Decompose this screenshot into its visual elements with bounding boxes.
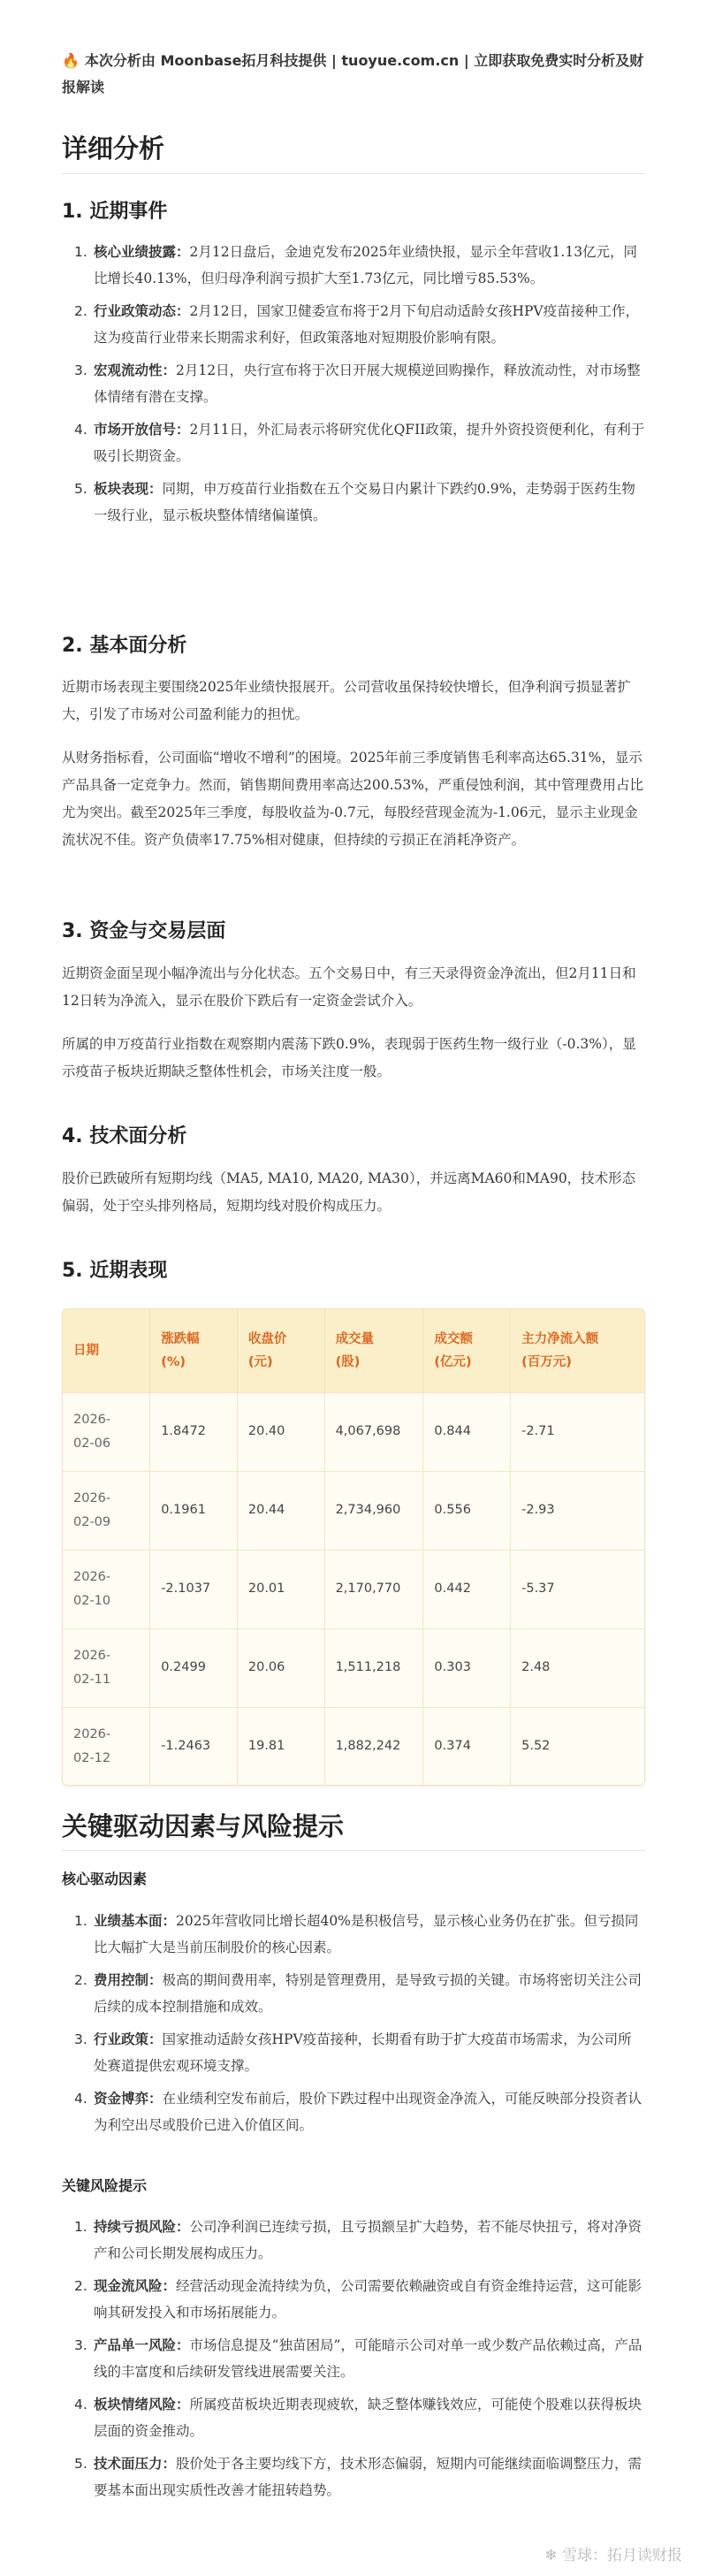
- risk-item: [62, 2214, 645, 2267]
- date-cell: 2026- 02-12: [63, 1707, 150, 1786]
- table-cell: 20.40: [237, 1392, 324, 1471]
- risks-list: [62, 2214, 645, 2510]
- list-label: 宏观流动性：: [94, 362, 177, 378]
- date-cell: 2026- 02-06: [63, 1392, 150, 1471]
- events-heading: 1. 近期事件: [62, 201, 168, 223]
- list-label: 产品单一风险：: [94, 2337, 190, 2353]
- technical-heading: 4. 技术面分析: [62, 1125, 187, 1147]
- table-cell: 0.442: [423, 1550, 511, 1628]
- table-cell: 0.2499: [150, 1628, 238, 1707]
- capital-paragraph-2: 所属的申万疫苗行业指数在观察期内震荡下跌0.9%，表现弱于医药生物一级行业（-0.3%），显示疫苗子板块近期缺乏整体性机会，市场关注度一般。: [62, 1036, 636, 1079]
- date-cell: 2026- 02-11: [63, 1628, 150, 1707]
- table-row: [63, 1471, 644, 1550]
- list-number: 4.: [74, 2091, 87, 2107]
- fundamentals-paragraph-2: 从财务指标看，公司面临“增收不增利”的困境。2025年前三季度销售毛利率高达65.31%，显示产品具备一定竞争力。然而，销售期间费用率高达200.53%，严重侵蚀利润，其中管理费用占比尤为突出。截至2025年三季度，每股收益为-0.7元，每股经营现金流为-1.06元，显示主业现金流状况不佳。资产负债率17.75%相对健康，但持续的亏损正在消耗净资产。: [62, 750, 643, 848]
- list-text: 2月12日，国家卫健委宣布将于2月下旬启动适龄女孩HPV疫苗接种工作，这为疫苗行业带来长期需求利好，但政策落地对短期股价影响有限。: [94, 303, 640, 346]
- list-label: 板块情绪风险：: [94, 2397, 190, 2412]
- column-header: 日期: [63, 1309, 150, 1392]
- table-cell: -5.37: [511, 1550, 644, 1628]
- list-label: 持续亏损风险：: [94, 2219, 190, 2235]
- list-number: 5.: [74, 2456, 87, 2472]
- watermark: [544, 2542, 682, 2565]
- table-row: [63, 1628, 644, 1707]
- driver-item: [62, 2085, 645, 2138]
- list-number: 2.: [74, 1972, 87, 1988]
- list-text: 极高的期间费用率，特别是管理费用，是导致亏损的关键。市场将密切关注公司后续的成本控制措施和成效。: [94, 1972, 642, 2015]
- event-item: [62, 298, 645, 351]
- list-text: 经营活动现金流持续为负，公司需要依赖融资或自有资金维持运营，这可能影响其研发投入和市场拓展能力。: [94, 2278, 642, 2321]
- performance-table: [62, 1308, 645, 1786]
- table-cell: 19.81: [237, 1707, 324, 1786]
- list-label: 业绩基本面：: [94, 1913, 177, 1929]
- table-row: [63, 1550, 644, 1628]
- fundamentals-paragraph-1: 近期市场表现主要围绕2025年业绩快报展开。公司营收虽保持较快增长，但净利润亏损显著扩大，引发了市场对公司盈利能力的担忧。: [62, 679, 631, 722]
- list-text: 同期，申万疫苗行业指数在五个交易日内累计下跌约0.9%，走势弱于医药生物一级行业，显示板块整体情绪偏谨慎。: [94, 481, 635, 523]
- events-list: [62, 239, 645, 535]
- list-number: 3.: [74, 2031, 87, 2047]
- list-label: 市场开放信号：: [94, 422, 190, 438]
- table-header-row: [63, 1309, 644, 1392]
- detail-title: 详细分析: [62, 133, 165, 164]
- list-label: 核心业绩披露：: [94, 244, 190, 260]
- table-cell: 0.374: [423, 1707, 511, 1786]
- table-cell: 20.44: [237, 1471, 324, 1550]
- table-cell: 4,067,698: [324, 1392, 423, 1471]
- list-text: 股价处于各主要均线下方，技术形态偏弱，短期内可能继续面临调整压力，需要基本面出现实质性改善才能扭转趋势。: [94, 2456, 642, 2498]
- table-cell: 0.556: [423, 1471, 511, 1550]
- list-text: 国家推动适龄女孩HPV疫苗接种，长期看有助于扩大疫苗市场需求，为公司所处赛道提供宏观环境支撑。: [94, 2031, 632, 2074]
- risks-heading: 关键风险提示: [62, 2177, 148, 2194]
- table-cell: -2.1037: [150, 1550, 238, 1628]
- driver-item: [62, 2026, 645, 2079]
- fire-icon: 🔥: [62, 52, 80, 69]
- list-label: 技术面压力：: [94, 2456, 177, 2472]
- drivers-divider: [62, 1850, 645, 1851]
- event-item: [62, 239, 645, 292]
- table-cell: 1,511,218: [324, 1628, 423, 1707]
- table-cell: 0.303: [423, 1628, 511, 1707]
- list-text: 2025年营收同比增长超40%是积极信号，显示核心业务仍在扩张。但亏损同比大幅扩大是当前压制股价的核心因素。: [94, 1913, 639, 1955]
- column-header: 主力净流入额 (百万元): [511, 1309, 644, 1392]
- driver-item: [62, 1967, 645, 2020]
- list-text: 公司净利润已连续亏损，且亏损额呈扩大趋势，若不能尽快扭亏，将对净资产和公司长期发展构成压力。: [94, 2219, 642, 2261]
- date-cell: 2026- 02-10: [63, 1550, 150, 1628]
- list-number: 3.: [74, 362, 87, 378]
- list-number: 4.: [74, 422, 87, 438]
- list-number: 1.: [74, 2219, 87, 2235]
- promo-text: 本次分析由 Moonbase拓月科技提供 | tuoyue.com.cn | 立即获取免费实时分析及财报解读: [62, 52, 644, 95]
- risk-item: [62, 2332, 645, 2385]
- risk-item: [62, 2273, 645, 2326]
- list-label: 行业政策动态：: [94, 303, 190, 319]
- table-cell: -1.2463: [150, 1707, 238, 1786]
- table-cell: 20.06: [237, 1628, 324, 1707]
- list-number: 1.: [74, 244, 87, 260]
- drivers-title: 关键驱动因素与风险提示: [62, 1811, 345, 1841]
- event-item: [62, 357, 645, 410]
- core-drivers-heading: 核心驱动因素: [62, 1871, 148, 1887]
- promo-banner[interactable]: [62, 48, 645, 101]
- list-number: 4.: [74, 2397, 87, 2412]
- table-row: [63, 1392, 644, 1471]
- table-cell: 2.48: [511, 1628, 644, 1707]
- table-cell: 0.1961: [150, 1471, 238, 1550]
- list-number: 5.: [74, 481, 87, 497]
- table-cell: 2,170,770: [324, 1550, 423, 1628]
- driver-item: [62, 1908, 645, 1961]
- table-row: [63, 1707, 644, 1786]
- list-label: 现金流风险：: [94, 2278, 177, 2294]
- table-cell: 1.8472: [150, 1392, 238, 1471]
- list-label: 行业政策：: [94, 2031, 163, 2047]
- column-header: 涨跌幅 (%): [150, 1309, 238, 1392]
- fundamentals-heading: 2. 基本面分析: [62, 635, 187, 657]
- event-item: [62, 416, 645, 469]
- date-cell: 2026- 02-09: [63, 1471, 150, 1550]
- table-cell: 20.01: [237, 1550, 324, 1628]
- list-number: 2.: [74, 303, 87, 319]
- list-text: 所属疫苗板块近期表现疲软，缺乏整体赚钱效应，可能使个股难以获得板块层面的资金推动。: [94, 2397, 642, 2439]
- list-text: 2月12日，央行宣布将于次日开展大规模逆回购操作，释放流动性，对市场整体情绪有潜在支撑。: [94, 362, 641, 405]
- event-item: [62, 476, 645, 529]
- table-cell: 5.52: [511, 1707, 644, 1786]
- title-divider: [62, 173, 645, 174]
- risk-item: [62, 2391, 645, 2444]
- list-label: 资金博弈：: [94, 2091, 163, 2107]
- list-number: 3.: [74, 2337, 87, 2353]
- snowball-icon: ❄︎: [544, 2547, 558, 2565]
- table-cell: 2,734,960: [324, 1471, 423, 1550]
- table-cell: -2.93: [511, 1471, 644, 1550]
- list-text: 2月11日，外汇局表示将研究优化QFII政策，提升外资投资便利化，有利于吸引长期资金。: [94, 422, 645, 464]
- list-label: 费用控制：: [94, 1972, 163, 1988]
- column-header: 收盘价 (元): [237, 1309, 324, 1392]
- list-text: 2月12日盘后，金迪克发布2025年业绩快报，显示全年营收1.13亿元，同比增长40.13%，但归母净利润亏损扩大至1.73亿元，同比增亏85.53%。: [94, 244, 638, 286]
- risk-item: [62, 2450, 645, 2504]
- list-label: 板块表现：: [94, 481, 163, 497]
- watermark-text: 雪球：拓月读财报: [562, 2547, 682, 2565]
- recent-heading: 5. 近期表现: [62, 1260, 168, 1282]
- table-cell: -2.71: [511, 1392, 644, 1471]
- list-text: 在业绩利空发布前后，股价下跌过程中出现资金净流入，可能反映部分投资者认为利空出尽或股价已进入价值区间。: [94, 2091, 642, 2133]
- table-cell: 1,882,242: [324, 1707, 423, 1786]
- capital-heading: 3. 资金与交易层面: [62, 920, 226, 942]
- table-cell: 0.844: [423, 1392, 511, 1471]
- column-header: 成交量 (股): [324, 1309, 423, 1392]
- column-header: 成交额 (亿元): [423, 1309, 511, 1392]
- list-text: 市场信息提及“独苗困局”，可能暗示公司对单一或少数产品依赖过高，产品线的丰富度和后续研发管线进展需要关注。: [94, 2337, 642, 2380]
- list-number: 2.: [74, 2278, 87, 2294]
- technical-paragraph-1: 股价已跌破所有短期均线（MA5, MA10, MA20, MA30），并远离MA60和MA90，技术形态偏弱，处于空头排列格局，短期均线对股价构成压力。: [62, 1170, 636, 1214]
- capital-paragraph-1: 近期资金面呈现小幅净流出与分化状态。五个交易日中，有三天录得资金净流出，但2月11日和12日转为净流入，显示在股价下跌后有一定资金尝试介入。: [62, 965, 636, 1009]
- list-number: 1.: [74, 1913, 87, 1929]
- core-drivers-list: [62, 1908, 645, 2145]
